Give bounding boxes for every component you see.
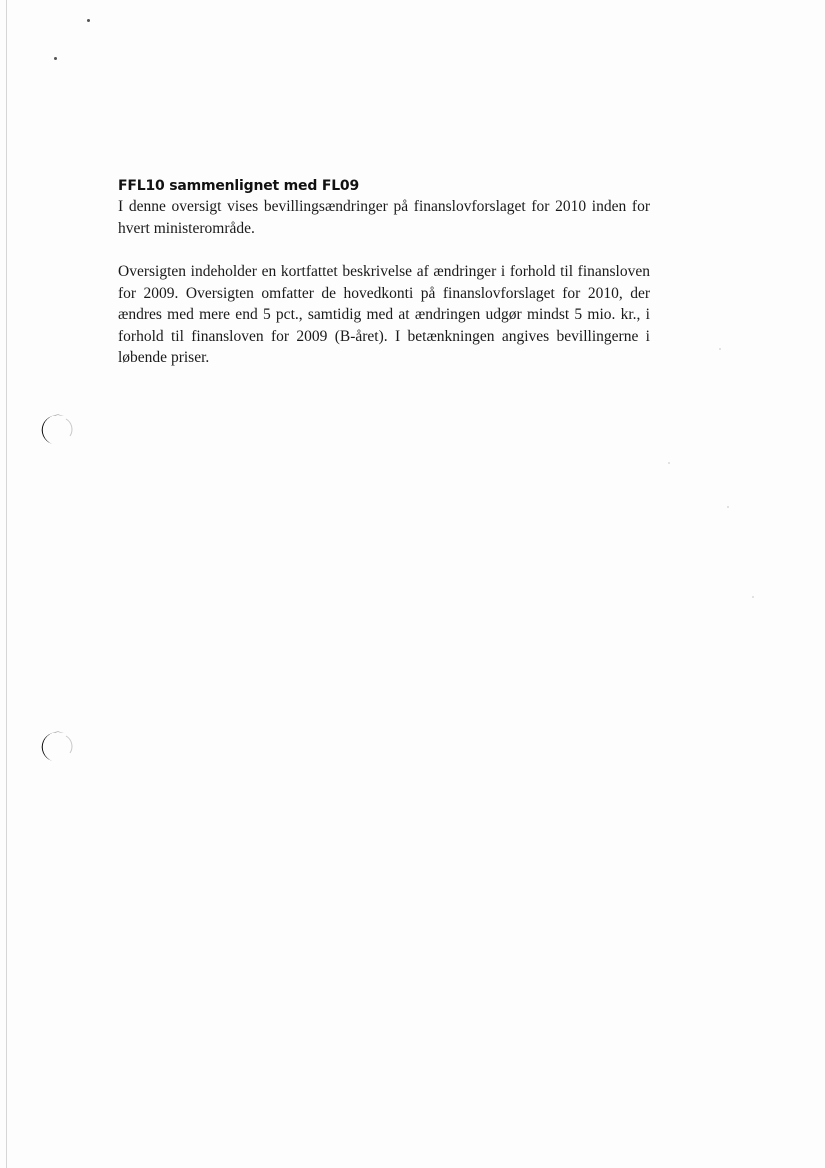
scan-speck <box>87 19 90 22</box>
document-body <box>118 177 650 369</box>
section-heading: FFL10 sammenlignet med FL09 <box>118 178 360 194</box>
scan-noise <box>752 596 754 598</box>
punch-hole-mark <box>36 727 74 765</box>
scan-noise <box>719 348 721 350</box>
description-paragraph: Oversigten indeholder en kortfattet beskrivelse af ændringer i forhold til finansloven for 2009. Oversigten omfatter de hovedkonti på finanslovforslaget for 2010, der ændres med mere end 5 pct., samtidig med at ændringen udgør mindst 5 mio. kr., i forhold til finansloven for 2009 (B-året). I betænkningen angives bevillingerne i løbende priser. <box>118 263 650 366</box>
scan-noise <box>727 506 729 508</box>
punch-hole-mark <box>36 410 74 448</box>
intro-paragraph: I denne oversigt vises bevillingsændringer på finanslovforslaget for 2010 inden for hvert ministerområde. <box>118 198 650 237</box>
scan-edge-line <box>6 0 7 1168</box>
scan-speck <box>54 57 57 60</box>
scan-noise <box>668 462 670 464</box>
